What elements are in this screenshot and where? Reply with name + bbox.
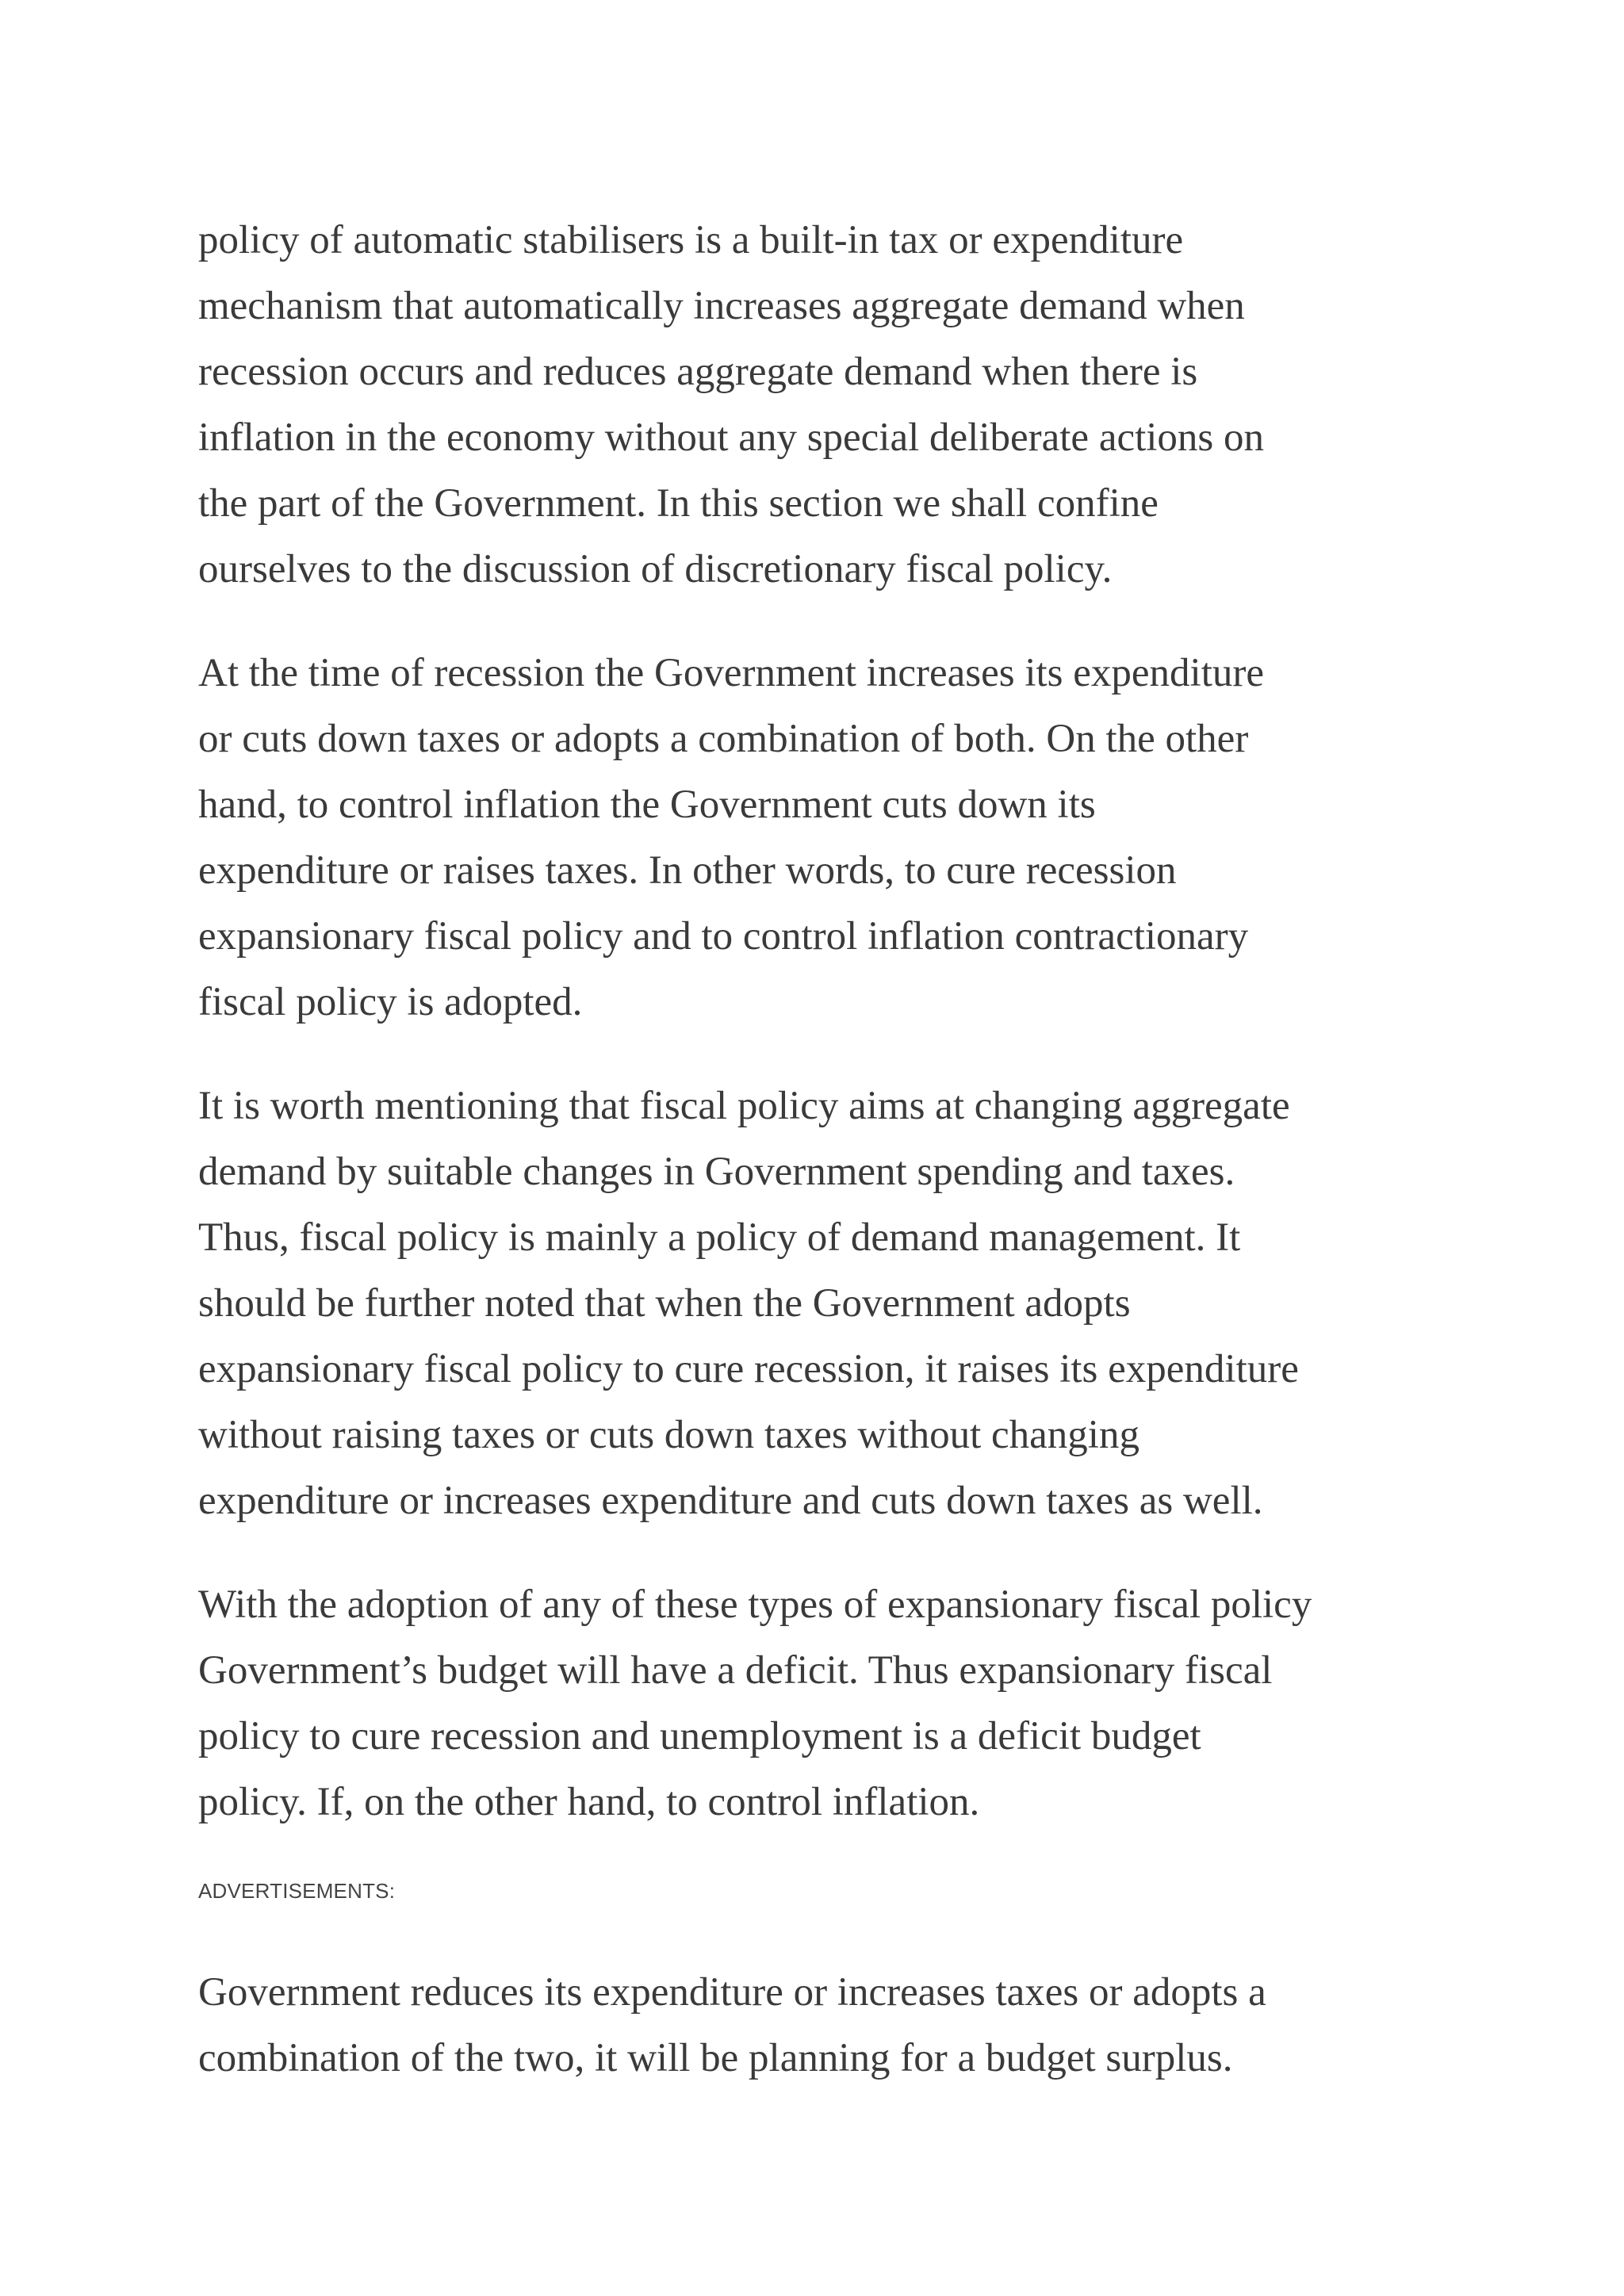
paragraph-budget-surplus: Government reduces its expenditure or increases taxes or adopts a combination of the two, it will be planning for a budget surplus. <box>198 1970 1266 2080</box>
paragraph-recession-policy: At the time of recession the Government increases its expenditure or cuts down taxes or adopts a combination of both. On the other hand, to control inflation the Government cuts down its expenditure or raises taxes. In other words, to cure recession expansionary fiscal policy and to control inflation contractionary fiscal policy is adopted. <box>198 651 1264 1024</box>
paragraph-demand-management: It is worth mentioning that fiscal policy aims at changing aggregate demand by suitable changes in Government spending and taxes. Thus, fiscal policy is mainly a policy of demand management. It should be further noted that when the Government adopts expansionary fiscal policy to cure recession, it raises its expenditure without raising taxes or cuts down taxes without changing expenditure or increases expenditure and cuts down taxes as well. <box>198 1084 1299 1523</box>
article-body <box>198 208 1467 2130</box>
advertisements-label: ADVERTISEMENTS: <box>198 1879 396 1903</box>
paragraph-deficit-budget: With the adoption of any of these types of expansionary fiscal policy Government’s budget will have a deficit. Thus expansionary fiscal policy to cure recession and unemployment is a deficit budget policy. If, on the other hand, to control inflation. <box>198 1582 1312 1824</box>
paragraph-automatic-stabilisers: policy of automatic stabilisers is a built-in tax or expenditure mechanism that automatically increases aggregate demand when recession occurs and reduces aggregate demand when there is inflation in the economy without any special deliberate actions on the part of the Government. In this section we shall confine ourselves to the discussion of discretionary fiscal policy. <box>198 218 1265 591</box>
